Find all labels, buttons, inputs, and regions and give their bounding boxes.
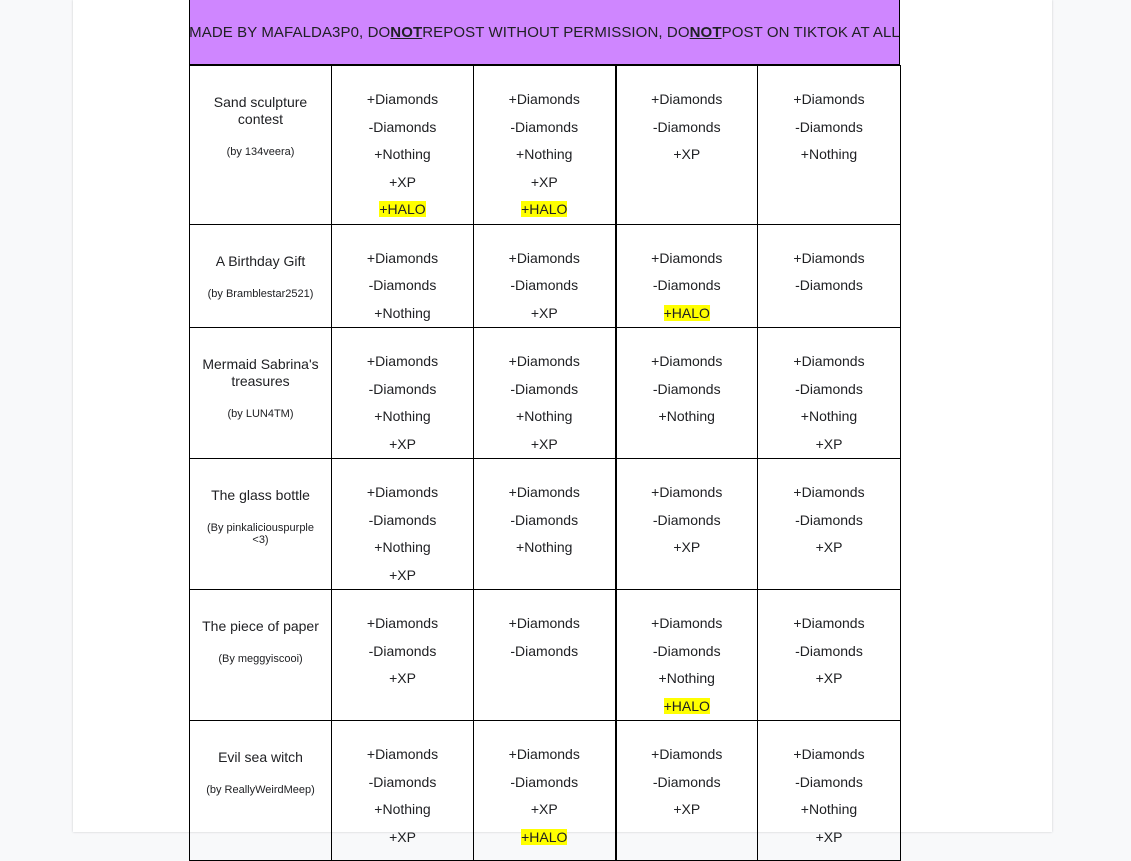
reward-item: [474, 824, 615, 852]
reward-label: -Diamonds: [510, 118, 579, 135]
reward-label: +Diamonds: [366, 353, 439, 369]
reward-item: [332, 300, 473, 328]
reward-item: [474, 300, 615, 328]
reward-item: [474, 86, 615, 114]
reward-item: [758, 665, 900, 693]
reward-label: +HALO: [663, 304, 710, 321]
reward-label: +Diamonds: [366, 615, 439, 631]
episode-title-cell: [190, 721, 332, 861]
reward-label: +XP: [389, 566, 416, 583]
reward-label: +Nothing: [800, 801, 858, 817]
reward-label: +XP: [815, 670, 843, 686]
reward-label: +Diamonds: [366, 746, 439, 762]
reward-label: -Diamonds: [368, 380, 437, 397]
reward-label: +Nothing: [658, 408, 715, 424]
reward-label: -Diamonds: [795, 773, 863, 790]
table-row: [190, 459, 901, 590]
reward-item: [474, 272, 615, 300]
banner-text-part3: POST ON TIKTOK AT ALL: [721, 23, 900, 41]
reward-label: -Diamonds: [652, 511, 721, 528]
episode-author: (By pinkaliciouspurple <3): [207, 522, 314, 546]
reward-label: -Diamonds: [652, 773, 721, 790]
reward-label: +Nothing: [374, 539, 431, 555]
episode-title-cell: [190, 459, 332, 590]
choice-cell-1: [332, 721, 474, 861]
reward-label: +Diamonds: [793, 91, 865, 107]
reward-label: +HALO: [521, 201, 568, 217]
choice-cell-3: [616, 224, 758, 328]
table-row: [190, 721, 901, 861]
banner-not-2: NOT: [689, 23, 722, 41]
reward-label: +XP: [389, 173, 416, 190]
reward-item: [332, 245, 473, 273]
reward-label: -Diamonds: [652, 380, 721, 397]
reward-label: +XP: [389, 670, 416, 686]
reward-item: [332, 796, 473, 824]
reward-item: [474, 196, 615, 224]
reward-item: [617, 796, 758, 824]
reward-label: +Diamonds: [508, 615, 580, 631]
reward-item: [617, 665, 758, 693]
reward-item: [758, 245, 900, 273]
reward-item: [474, 245, 615, 273]
reward-label: -Diamonds: [368, 773, 437, 790]
reward-label: +Nothing: [374, 408, 431, 424]
reward-label: -Diamonds: [368, 118, 437, 135]
reward-label: +XP: [530, 435, 558, 452]
reward-item: [758, 824, 900, 852]
reward-label: +XP: [530, 304, 558, 321]
reward-item: [332, 348, 473, 376]
episode-title: Evil sea witch: [218, 749, 303, 765]
choice-cell-1: [332, 459, 474, 590]
choice-cell-3: [616, 459, 758, 590]
reward-item: [617, 114, 758, 142]
reward-item: [758, 507, 900, 535]
episode-title: The piece of paper: [202, 618, 319, 634]
reward-label: -Diamonds: [510, 773, 579, 790]
choice-cell-4: [758, 66, 901, 225]
reward-label: -Diamonds: [368, 277, 437, 293]
choice-cell-4: [758, 721, 901, 861]
reward-label: -Diamonds: [795, 511, 863, 528]
reward-item: [758, 141, 900, 169]
reward-item: [332, 403, 473, 431]
episode-title-cell: [190, 66, 332, 225]
choice-cell-4: [758, 590, 901, 721]
reward-item: [758, 610, 900, 638]
table-row: [190, 328, 901, 459]
reward-item: [617, 507, 758, 535]
choice-cell-3: [616, 721, 758, 861]
table-row: [190, 224, 901, 328]
reward-item: [474, 610, 615, 638]
reward-label: +Diamonds: [793, 484, 865, 500]
reward-label: +Nothing: [374, 801, 431, 817]
table-row: [190, 590, 901, 721]
reward-label: -Diamonds: [510, 511, 579, 528]
reward-label: -Diamonds: [510, 277, 579, 293]
choice-cell-3: [616, 66, 758, 225]
reward-item: [617, 769, 758, 797]
banner-not-1: NOT: [390, 23, 423, 41]
banner-text-part1: MADE BY MAFALDA3P0, DO: [189, 23, 391, 41]
choice-cell-3: [616, 590, 758, 721]
reward-label: -Diamonds: [795, 642, 863, 659]
reward-label: +Nothing: [516, 408, 573, 424]
reward-item: [474, 534, 615, 562]
reward-item: [758, 638, 900, 666]
choice-cell-2: [474, 590, 616, 721]
choice-cell-4: [758, 459, 901, 590]
reward-label: +Diamonds: [366, 484, 439, 500]
reward-item: [474, 114, 615, 142]
reward-item: [758, 114, 900, 142]
reward-label: +XP: [530, 801, 558, 817]
reward-item: [617, 741, 758, 769]
walkthrough-table: [189, 65, 901, 861]
reward-label: -Diamonds: [368, 511, 437, 528]
choice-cell-2: [474, 66, 616, 225]
episode-title-cell: [190, 224, 332, 328]
episode-title: Mermaid Sabrina's treasures: [202, 356, 319, 389]
reward-label: +XP: [389, 435, 416, 452]
reward-label: +Nothing: [374, 146, 431, 162]
reward-item: [474, 638, 615, 666]
episode-title: The glass bottle: [211, 487, 310, 503]
reward-label: +Nothing: [374, 304, 431, 321]
reward-item: [617, 86, 758, 114]
choice-cell-1: [332, 328, 474, 459]
choice-cell-2: [474, 328, 616, 459]
reward-label: +Diamonds: [793, 249, 865, 266]
reward-item: [617, 245, 758, 273]
reward-label: +HALO: [663, 697, 710, 714]
reward-label: +Nothing: [800, 408, 858, 424]
reward-item: [332, 610, 473, 638]
reward-item: [474, 796, 615, 824]
reward-item: [617, 534, 758, 562]
reward-label: +HALO: [521, 828, 568, 845]
reward-label: +Diamonds: [651, 746, 723, 762]
reward-item: [758, 272, 900, 300]
reward-item: [617, 300, 758, 328]
reward-item: [332, 114, 473, 142]
reward-item: [332, 665, 473, 693]
reward-label: -Diamonds: [795, 277, 863, 293]
reward-item: [474, 769, 615, 797]
reward-label: +XP: [673, 539, 701, 555]
reward-item: [758, 348, 900, 376]
reward-item: [617, 638, 758, 666]
reward-label: -Diamonds: [795, 118, 863, 135]
reward-item: [758, 479, 900, 507]
reward-label: +Diamonds: [508, 484, 580, 500]
reward-label: +Diamonds: [508, 353, 580, 369]
reward-label: +XP: [673, 146, 701, 162]
reward-item: [758, 796, 900, 824]
reward-item: [474, 741, 615, 769]
episode-title: Sand sculpture contest: [213, 94, 308, 127]
reward-item: [617, 272, 758, 300]
reward-label: +XP: [815, 435, 843, 452]
reward-item: [332, 196, 473, 224]
reward-label: +Diamonds: [366, 91, 439, 107]
reward-label: +Nothing: [658, 670, 715, 686]
reward-item: [332, 638, 473, 666]
table-row: [190, 66, 901, 225]
episode-author: (by 134veera): [226, 146, 295, 158]
reward-label: +Diamonds: [793, 353, 865, 369]
reward-label: +Diamonds: [651, 91, 723, 107]
reward-item: [758, 86, 900, 114]
choice-cell-4: [758, 224, 901, 328]
reward-item: [758, 741, 900, 769]
reward-item: [617, 479, 758, 507]
reward-label: +XP: [389, 828, 416, 845]
reward-item: [332, 376, 473, 404]
reward-item: [332, 272, 473, 300]
reward-item: [474, 169, 615, 197]
reward-item: [332, 741, 473, 769]
reward-label: +Diamonds: [508, 249, 580, 266]
choice-cell-1: [332, 224, 474, 328]
reward-item: [617, 376, 758, 404]
reward-label: +Diamonds: [508, 746, 580, 762]
reward-label: +Diamonds: [651, 484, 723, 500]
reward-item: [474, 141, 615, 169]
reward-item: [617, 693, 758, 721]
episode-title-cell: [190, 328, 332, 459]
episode-author: (by LUN4TM): [227, 408, 294, 420]
reward-item: [474, 376, 615, 404]
reward-item: [474, 403, 615, 431]
choice-cell-3: [616, 328, 758, 459]
reward-item: [332, 479, 473, 507]
reward-item: [332, 141, 473, 169]
episode-author: (by Bramblestar2521): [207, 287, 314, 300]
reward-item: [332, 824, 473, 852]
reward-item: [617, 610, 758, 638]
reward-item: [332, 169, 473, 197]
reward-item: [758, 769, 900, 797]
reward-label: -Diamonds: [652, 642, 721, 659]
reward-label: -Diamonds: [795, 380, 863, 397]
reward-label: +Diamonds: [793, 615, 865, 631]
episode-title-cell: [190, 590, 332, 721]
reward-item: [332, 769, 473, 797]
choice-cell-1: [332, 590, 474, 721]
choice-cell-2: [474, 224, 616, 328]
banner-text-part2: REPOST WITHOUT PERMISSION, DO: [422, 23, 690, 41]
reward-item: [474, 479, 615, 507]
reward-item: [332, 86, 473, 114]
reward-item: [758, 376, 900, 404]
choice-cell-4: [758, 328, 901, 459]
reward-label: -Diamonds: [368, 642, 437, 659]
reward-label: +Diamonds: [651, 353, 723, 369]
reward-label: -Diamonds: [510, 642, 579, 659]
reward-item: [758, 403, 900, 431]
reward-item: [332, 534, 473, 562]
choice-cell-2: [474, 721, 616, 861]
reward-item: [474, 431, 615, 459]
reward-item: [474, 507, 615, 535]
reward-item: [617, 141, 758, 169]
reward-item: [758, 534, 900, 562]
reward-label: +Diamonds: [508, 91, 580, 107]
banner-header: [189, 0, 900, 65]
reward-label: +Diamonds: [366, 249, 439, 266]
reward-item: [332, 562, 473, 590]
reward-label: +Nothing: [516, 146, 573, 162]
episode-author: (By meggyiscooi): [218, 653, 303, 665]
reward-label: +XP: [530, 173, 558, 190]
reward-item: [332, 431, 473, 459]
reward-label: +XP: [673, 801, 701, 817]
reward-label: +Diamonds: [793, 746, 865, 762]
reward-item: [617, 403, 758, 431]
reward-label: -Diamonds: [652, 118, 721, 135]
reward-label: -Diamonds: [510, 380, 579, 397]
reward-label: +XP: [815, 539, 843, 555]
reward-item: [758, 431, 900, 459]
reward-item: [474, 348, 615, 376]
reward-label: -Diamonds: [652, 277, 721, 293]
reward-label: +Nothing: [516, 539, 573, 555]
choice-cell-1: [332, 66, 474, 225]
reward-label: +Diamonds: [651, 249, 723, 266]
episode-title: A Birthday Gift: [215, 252, 306, 269]
reward-item: [332, 507, 473, 535]
reward-label: +XP: [815, 828, 843, 845]
reward-label: +HALO: [379, 201, 426, 217]
reward-item: [617, 348, 758, 376]
reward-label: +Diamonds: [651, 615, 723, 631]
episode-author: (by ReallyWeirdMeep): [206, 784, 315, 796]
choice-cell-2: [474, 459, 616, 590]
reward-label: +Nothing: [800, 146, 858, 162]
